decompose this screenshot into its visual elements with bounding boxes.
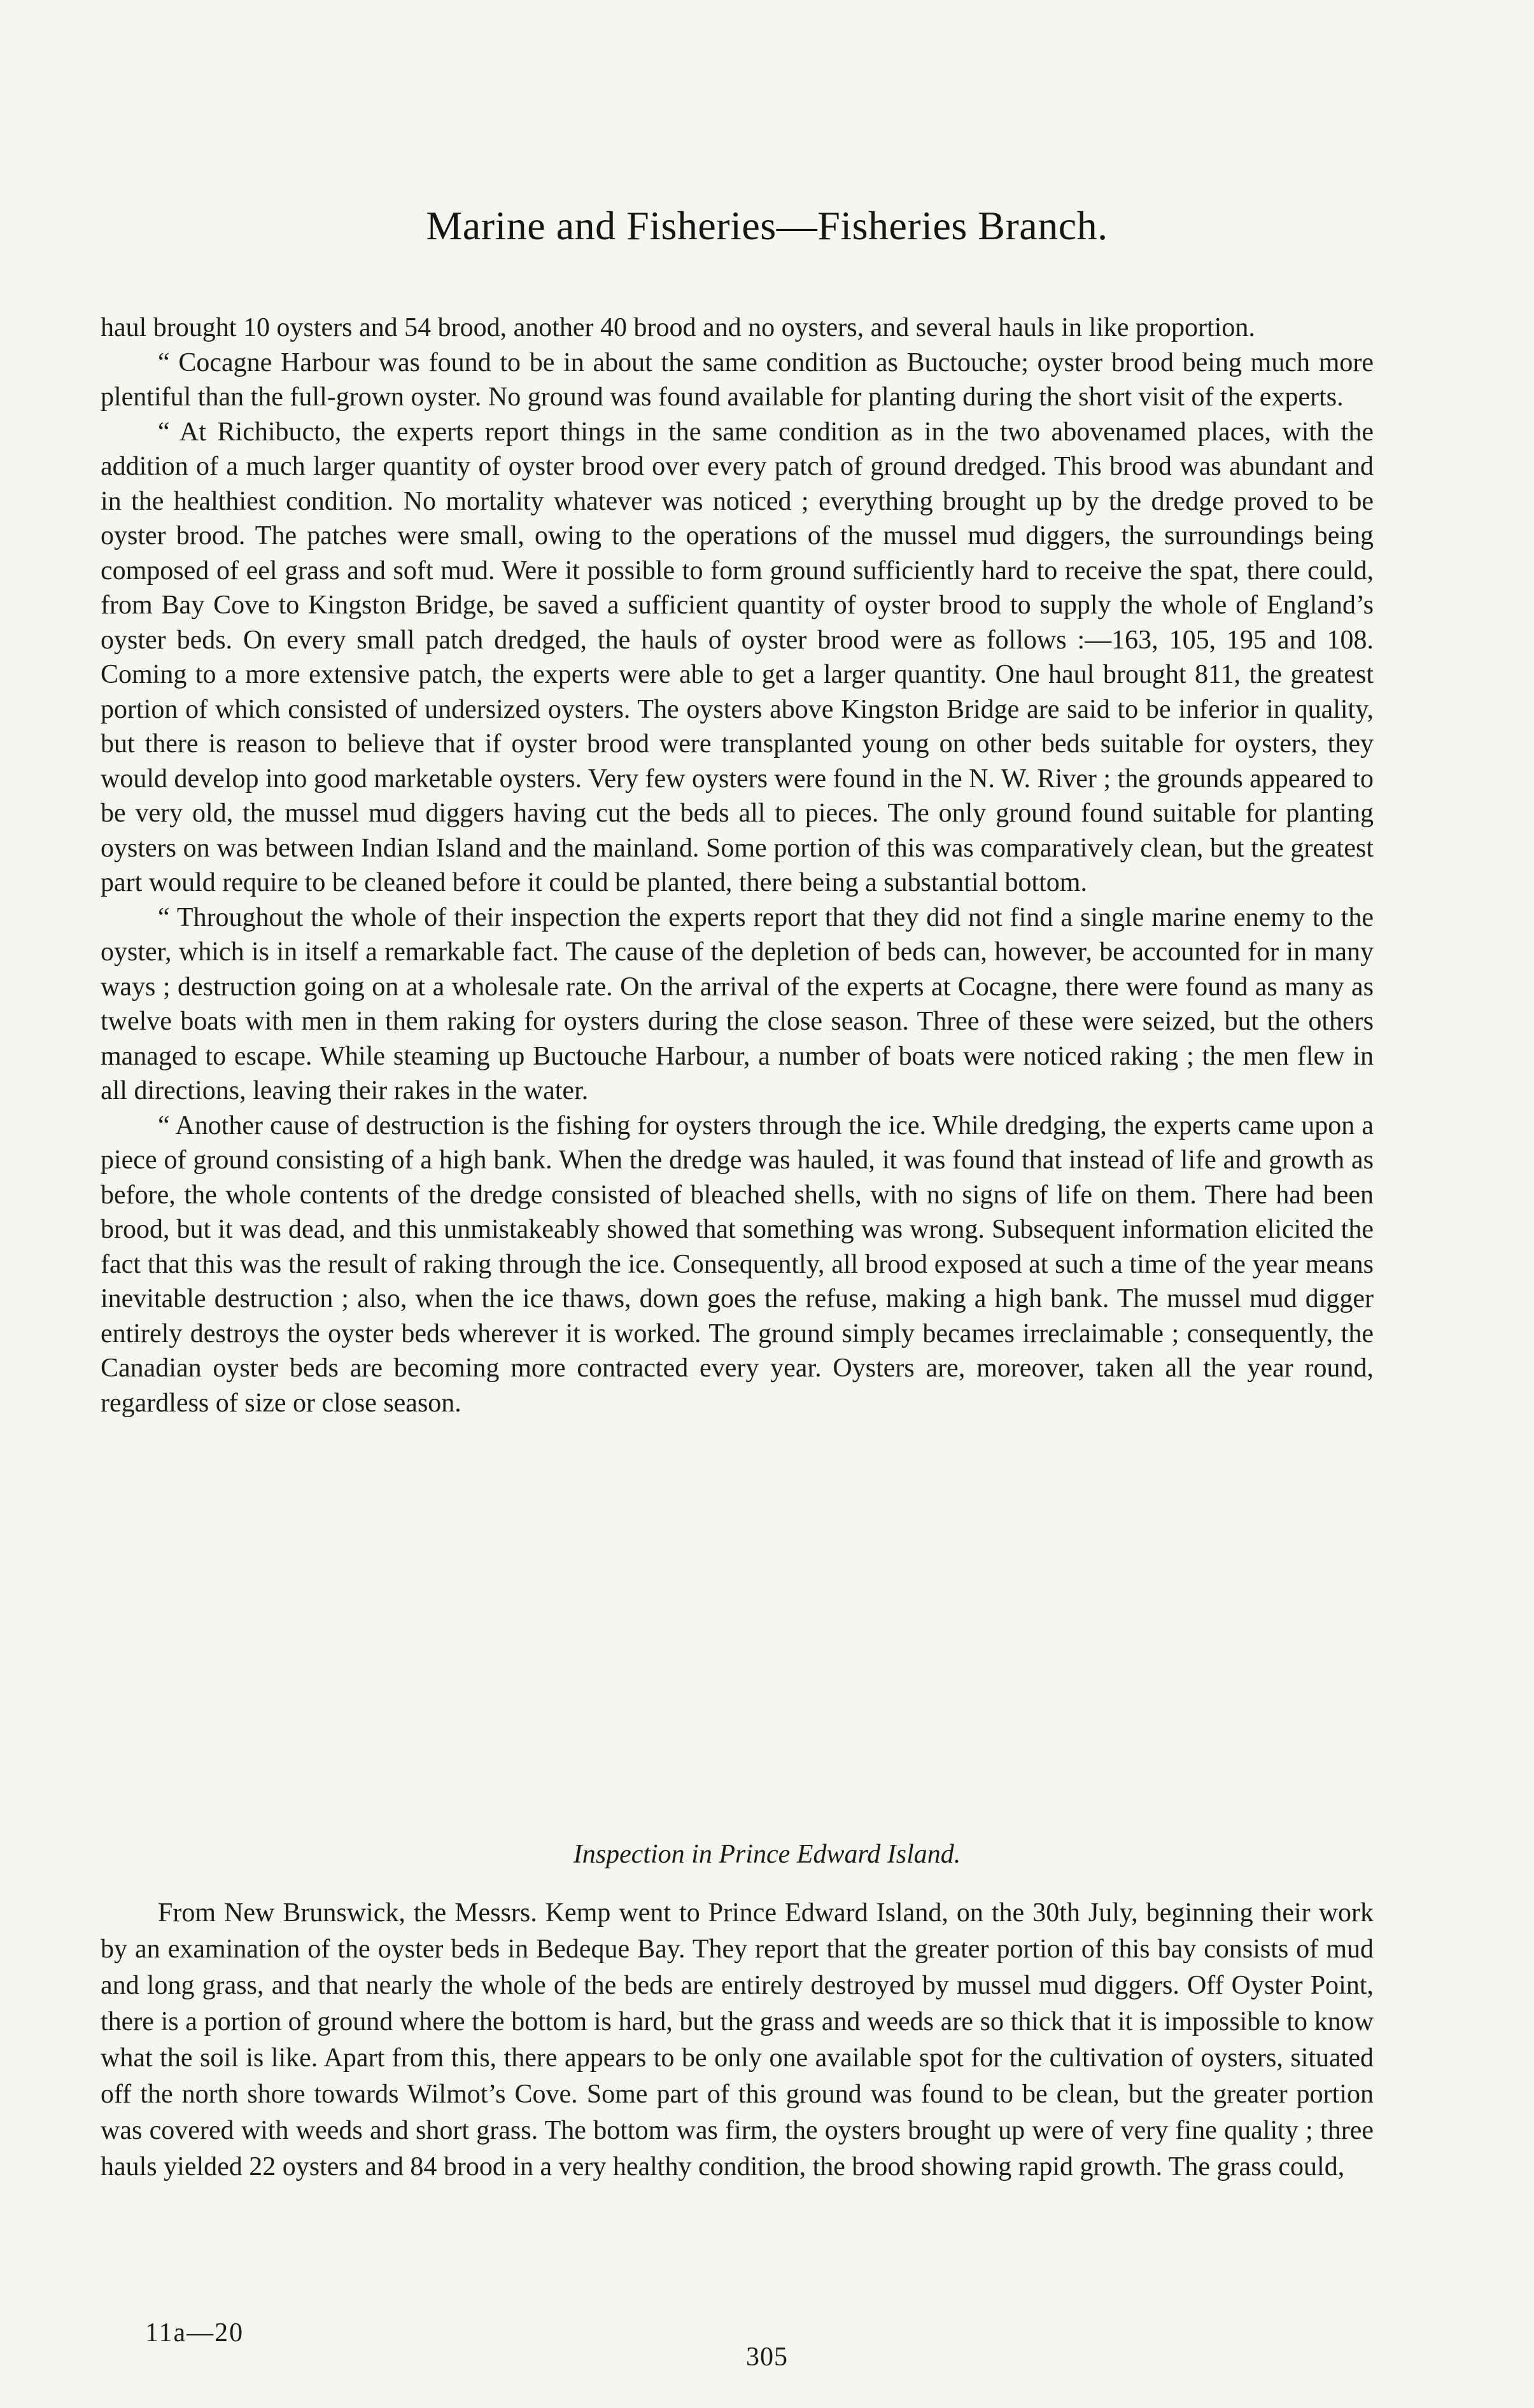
paragraph: “ Throughout the whole of their inspection the experts report that they did not find a single marine enemy to the oyster, which is in itself a remarkable fact. The cause of the depletion of beds can, however, be accounted for in many ways ; destruction going on at a wholesale rate. On the arrival of the experts at Cocagne, there were found as many as twelve boats with men in them raking for oysters during the close season. Three of these were seized, but the others managed to escape. While steaming up Buctouche Harbour, a number of boats were noticed raking ; the men flew in all directions, leaving their rakes in the water. [101, 902, 1374, 1105]
paragraph: From New Brunswick, the Messrs. Kemp went to Prince Edward Island, on the 30th July, beginning their work by an examination of the oyster beds in Bedeque Bay. They report that the greater portion of this bay consists of mud and long grass, and that nearly the whole of the beds are entirely destroyed by mussel mud diggers. Off Oyster Point, there is a portion of ground where the bottom is hard, but the grass and weeds are so thick that it is impossible to know what the soil is like. Apart from this, there appears to be only one available spot for the cultivation of oysters, situated off the north shore towards Wilmot’s Cove. Some part of this ground was found to be clean, but the greater portion was covered with weeds and short grass. The bottom was firm, the oysters brought up were of very fine quality ; three hauls yielded 22 oysters and 84 brood in a very healthy condition, the brood showing rapid growth. The grass could, [101, 1898, 1374, 2181]
page-header: Marine and Fisheries—Fisheries Branch. [426, 203, 1108, 248]
paragraph: “ Another cause of destruction is the fishing for oysters through the ice. While dredging, the experts came upon a piece of ground consisting of a high bank. When the dredge was hauled, it was found that instead of life and growth as before, the whole contents of the dredge consisted of bleached shells, with no signs of life on them. There had been brood, but it was dead, and this unmistakeably showed that something was wrong. Subsequent information elicited the fact that this was the result of raking through the ice. Consequently, all brood exposed at such a time of the year means inevitable destruction ; also, when the ice thaws, down goes the refuse, making a high bank. The mussel mud digger entirely destroys the oyster beds wherever it is worked. The ground simply becames irreclaimable ; consequently, the Canadian oyster beds are becoming more contracted every year. Oysters are, moreover, taken all the year round, regardless of size or close season. [101, 1110, 1374, 1418]
paragraph: “ At Richibucto, the experts report things in the same condition as in the two abovenamed places, with the addition of a much larger quantity of oyster brood over every patch of ground dredged. This brood was abundant and in the healthiest condition. No mortality whatever was noticed ; everything brought up by the dredge proved to be oyster brood. The patches were small, owing to the operations of the mussel mud diggers, the surroundings being composed of eel grass and soft mud. Were it possible to form ground sufficiently hard to receive the spat, there could, from Bay Cove to Kingston Bridge, be saved a sufficient quantity of oyster brood to supply the whole of England’s oyster beds. On every small patch dredged, the hauls of oyster brood were as follows :—163, 105, 195 and 108. Coming to a more extensive patch, the experts were able to get a larger quantity. One haul brought 811, the greatest portion of which consisted of undersized oysters. The oysters above Kingston Bridge are said to be inferior in quality, but there is reason to believe that if oyster brood were transplanted young on other beds suitable for oysters, they would develop into good marketable oysters. Very few oysters were found in the N. W. River ; the grounds appeared to be very old, the mussel mud diggers having cut the beds all to pieces. The only ground found suitable for planting oysters on was between Indian Island and the mainland. Some portion of this was comparatively clean, but the greatest part would require to be cleaned before it could be planted, there being a substantial bottom. [101, 417, 1374, 897]
paragraph: haul brought 10 oysters and 54 brood, another 40 brood and no oysters, and several hauls in like proportion. [101, 313, 1255, 342]
section-text [101, 1895, 1374, 2185]
page-number: 305 [746, 2342, 788, 2372]
paragraph: “ Cocagne Harbour was found to be in about the same condition as Buctouche; oyster brood being much more plentiful than the full-grown oyster. No ground was found available for planting during the short visit of the experts. [101, 347, 1374, 412]
section-heading: Inspection in Prince Edward Island. [573, 1840, 961, 1869]
signature-mark: 11a—20 [145, 2318, 244, 2348]
body-text [101, 311, 1374, 1420]
